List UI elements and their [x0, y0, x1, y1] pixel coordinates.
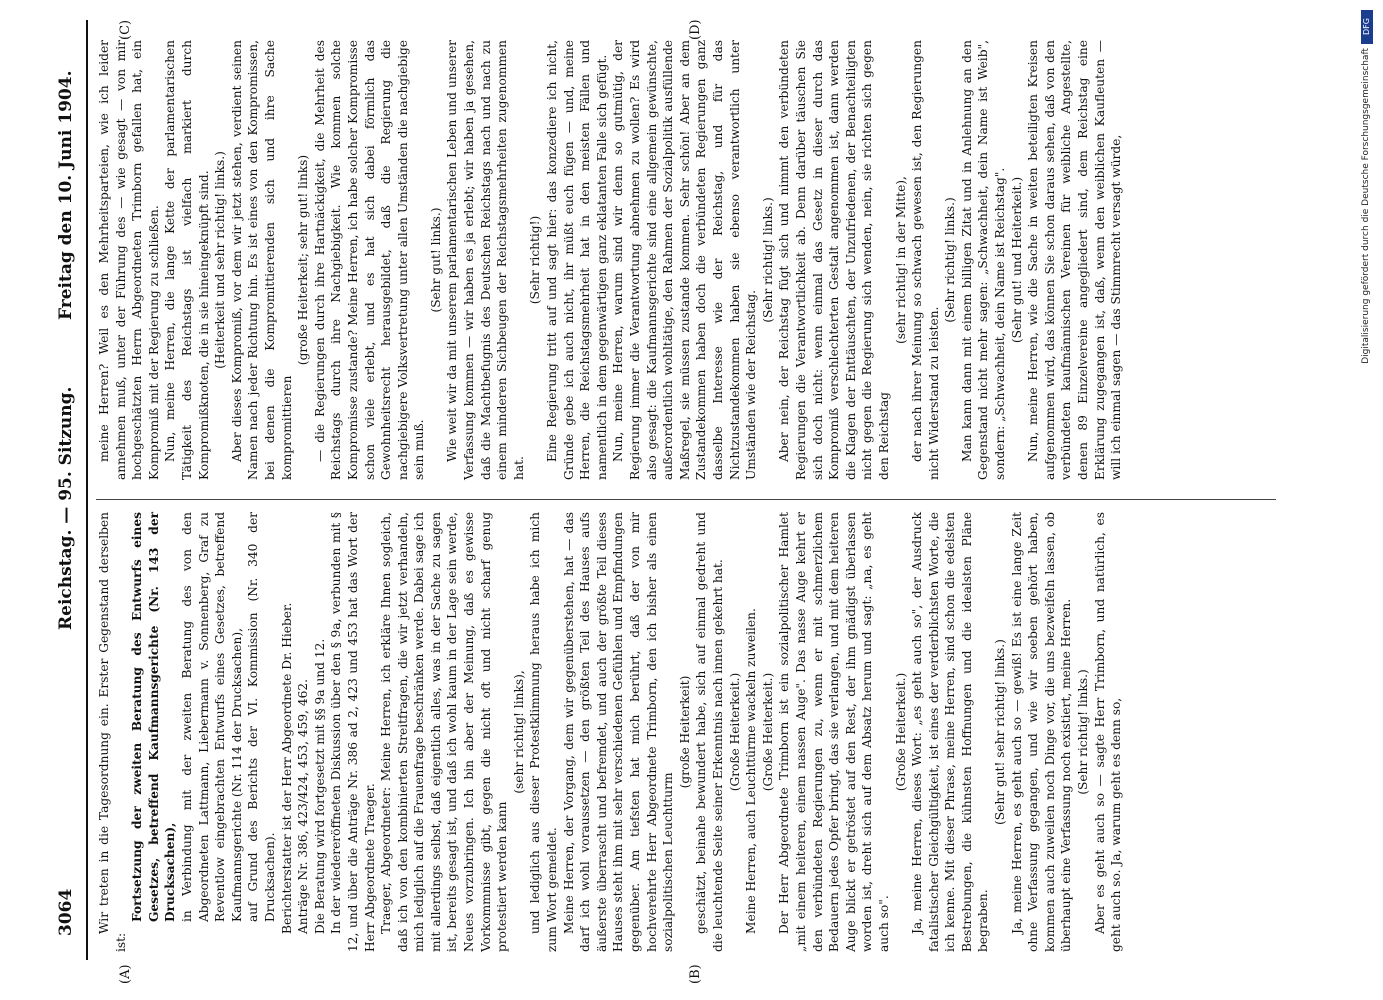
paragraph: Aber dieses Kompromiß, vor dem wir jetzt stehen, verdient seinen Namen nach jeder Richtung hin. Es ist eines von den Kompromissen, bei denen die Kompromittierenden sich und ihre Sache kompromittieren: [229, 40, 294, 480]
paragraph: und lediglich aus dieser Protestklimmung heraus habe ich mich zum Wort gemeldet.: [528, 512, 560, 952]
paragraph: Nun, meine Herren, wie die Sache in weiten beteiligten Kreisen aufgenommen wird, das können Sie schon daraus sehen, daß von den verbündeten kaufmännischen Vereinen für weibliche Angestellte, denen 89 Einzelvereine angegliedert sind, dem Reichstag eine Erklärung zugegangen ist, daß, wenn den weiblichen Kaufleuten — will ich einmal sagen — das Stimmrecht versagt würde,: [1026, 40, 1124, 480]
interjection: (sehr richtig! in der Mitte),: [893, 176, 908, 344]
paragraph: Anträge Nr. 386, 423/424, 453, 459, 462.: [296, 679, 311, 934]
interjection: (große Heiterkeit): [677, 675, 692, 789]
paragraph: Ja, meine Herren, es geht auch so — gewiß! Es ist eine lange Zeit ohne Verfassung gegangen, und wie wir soeben gehört haben, kommen auch zuweilen noch Dinge vor, die uns bezweifeln lassen, ob überhaupt eine Verfassung noch existiert, meine Herren.: [1009, 512, 1074, 952]
paragraph: der nach ihrer Meinung so schwach gewesen ist, den Regierungen nicht Widerstand zu leisten.: [910, 40, 941, 480]
paragraph: Die Beratung wird fortgesetzt mit §§ 9a und 12.: [312, 638, 327, 934]
margin-mark-b: (B): [688, 964, 703, 984]
agenda-item: Fortsetzung der zweiten Beratung des Entwurfs eines Gesetzes, betreffend Kaufmannsgerichte (Nr. 143 der Drucksachen),: [130, 512, 178, 922]
paragraph: Aber nein, der Reichstag fügt sich und nimmt den verbündeten Regierungen die Verantwortlichkeit ab. Denn darüber täuschen Sie sich doch nicht: wenn einmal das Gesetz in dieser durch das Kompromiß verschlechterten Gestalt angenommen ist, dann werden die Klagen der Enttäuschten, der Unzufriedenen, der Benachteiligten nicht gegen die Regierung sich wenden, nein, sie richten sich gegen den Reichstag: [777, 40, 891, 480]
speech-paragraph: Traeger, Abgeordneter: Meine Herren, ich erkläre Ihnen sogleich, daß ich von den kombinierten Streitfragen, die wir jetzt verhandeln, mich lediglich auf die Frauenfrage beschränken werde. Dabei sage ich mit allerdings selbst, daß eigentlich alles, was in der Sache zu sagen ist, bereits gesagt ist, und daß ich wohl kaum in der Lage sein werde, Neues vorzubringen. Ich bin aber der Meinung, daß es gewisse Vorkommnisse gibt, gegen die nicht oft und nicht scharf genug protestiert werden kann: [379, 512, 510, 952]
paragraph: Eine Regierung tritt auf und sagt hier: das konzediere ich nicht, Gründe gebe ich auch nicht, ihr müßt euch fügen — und, meine Herren, die Reichstagsmehrheit hat in den meisten Fällen und namentlich in dem gegenwärtigen ganz eklatanten Falle sich gefügt.: [545, 40, 609, 480]
paragraph: in Verbindung mit der zweiten Beratung des von den Abgeordneten Lattmann, Liebermann v. Sonnenberg, Graf zu Reventlow eingebrachten Entwurfs eines Gesetzes, betreffend Kaufmannsgerichte (Nr. 114 der Drucksachen),: [179, 512, 244, 922]
margin-mark-c: (C): [118, 19, 133, 40]
paragraph: Wie weit wir da mit unserem parlamentarischen Leben und unserer Verfassung kommen — wir haben es ja erlebt; wir haben ja gesehen, daß die Machtbefugnis des Deutschen Reichstags nach und nach zu einem minderen Sichbeugen der Reichstagsmehrheiten zugenommen hat.: [445, 40, 526, 480]
dfg-credit: [1361, 10, 1373, 570]
interjection: (Heiterkeit und sehr richtig! links.): [213, 151, 228, 369]
paragraph: meine Herren? Weil es den Mehrheitsparteien, wie ich leider annehmen muß, unter der Führung des — wie gesagt — von mir hochgeschätzten Herrn Abgeordneten Trimborn gefallen hat, ein Kompromiß mit der Regierung zu schließen.: [97, 40, 161, 480]
paragraph: Wir treten in die Tagesordnung ein. Erster Gegenstand derselben ist:: [97, 512, 128, 952]
paragraph: In der wiedereröffneten Diskussion über den § 9a, verbunden mit § 12, und über die Anträge Nr. 386 ad 2, 423 und 453 hat das Wort der Herr Abgeordnete Traeger.: [329, 512, 377, 952]
interjection: (Sehr richtig!): [528, 215, 543, 305]
paragraph: Ja, meine Herren, dieses Wort: „es geht auch so", der Ausdruck fatalistischer Gleichgültigkeit, ist eines der verderblichsten Worte, die ich kenne. Mit dieser Phrase, meine Herren, sind schon die edelsten Bestrebungen, die kühnsten Hoffnungen und die idealsten Pläne begraben.: [910, 512, 991, 952]
interjection: (Große Heiterkeit.): [893, 672, 908, 792]
paragraph: Der Herr Abgeordnete Trimborn ist ein sozialpolitischer Hamlet „mit einem heiteren, einem nassen Auge". Das nasse Auge kehrt er den verbündeten Regierungen zu, wenn er mit schmerzlichem Bedauern jedes Opfer bringt, das sie verlangen, und mit dem heiteren Auge blickt er getröstet auf den Rest, der ihm gnädigst überlassen worden ist, dreht sich auf dem Absatz herum und sagt: „na, es geht auch so".: [777, 512, 891, 952]
interjection: (Sehr richtig! links.): [1076, 669, 1091, 795]
header-rule: [86, 20, 88, 960]
paragraph: Nun, meine Herren, die lange Kette der parlamentarischen Tätigkeit des Reichstags ist vielfach markiert durch Kompromißknoten, die in sie hineingeknüpft sind.: [163, 40, 211, 480]
paragraph: auf Grund des Berichts der VI. Kommission (Nr. 340 der Drucksachen).: [246, 512, 277, 922]
paragraph: Berichterstatter ist der Herr Abgeordnete Dr. Hieber.: [279, 602, 294, 934]
interjection: (Sehr gut! sehr richtig! links.): [993, 639, 1008, 825]
margin-mark-d: (D): [688, 19, 703, 40]
interjection: (Sehr gut! links.): [428, 207, 443, 313]
paragraph: geschätzt, beinahe bewundert habe, sich auf einmal gedreht und die leuchtende Seite seiner Erkenntnis nach innen gekehrt hat.: [694, 512, 725, 952]
column-divider: [96, 499, 1276, 500]
paragraph: Nun, meine Herren, warum sind wir denn so gutmütig, der Regierung immer die Verantwortung abnehmen zu wollen? Es wird also gesagt: die Kaufmannsgerichte sind eine allgemein gewünschte, außerordentlich wohltätige, den Rahmen der Sozialpolitik ausfüllende Maßregel, sie müssen zustande kommen. Sehr schön! Aber an dem Zustandekommen haben doch die verbündeten Regierungen ganz dasselbe Interesse wie der Reichstag, und für das Nichtzustandekommen haben sie ebenso verantwortlich unter Umständen wie der Reichstag.: [611, 40, 759, 480]
interjection: (sehr richtig! links),: [511, 670, 526, 794]
paragraph: — die Regierungen durch ihre Hartnäckigkeit, die Mehrheit des Reichstags durch ihre Nachgiebigkeit. Wie kommen solche Kompromisse zustande? Meine Herren, ich habe solcher Kompromisse schon viele erlebt, und es hat sich dabei förmlich das Gewohnheitsrecht herausgebildet, daß die Regierung die nachgiebigere Volksvertretung unter allen Umständen die nachgiebige sein muß.: [312, 40, 427, 480]
paragraph: Meine Herren, auch Leuchttürme wackeln zuweilen.: [744, 608, 759, 934]
interjection: (große Heiterkeit; sehr gut! links): [296, 154, 311, 366]
session-date: Freitag den 10. Juni 1904.: [56, 70, 76, 320]
paragraph: Man kann dann mit einem billigen Zitat und in Anlehnung an den Gegenstand nicht mehr sagen: „Schwachheit, dein Name ist Weib", sondern: „Schwachheit, dein Name ist Reichstag".: [959, 40, 1008, 480]
paragraph: Meine Herren, der Vorgang, dem wir gegenüberstehen, hat — das darf ich wohl voraussetzen — den größten Teil des Hauses aufs äußerste überrascht und befremdet, und auch der größte Teil dieses Hauses steht ihm mit sehr verschiedenen Gefühlen und Empfindungen gegenüber. Am tiefsten hat mich berührt, daß der von mir hochverehrte Herr Abgeordnete Trimborn, den ich bisher als einen sozialpolitischen Leuchtturm: [561, 512, 676, 952]
interjection: (Sehr richtig! links.): [760, 197, 775, 323]
left-column: [96, 512, 1125, 952]
page-number: 3064: [56, 888, 76, 936]
interjection: (Große Heiterkeit.): [760, 672, 775, 792]
interjection: (Sehr gut! und Heiterkeit.): [1009, 176, 1024, 344]
session-title: Reichstag. — 95. Sitzung.: [56, 386, 76, 630]
dfg-logo: DFG: [1361, 10, 1373, 44]
digitization-credit: Digitalisierung gefördert durch die Deutsche Forschungsgemeinschaft: [1361, 48, 1371, 364]
interjection: (Sehr richtig! links.): [943, 197, 958, 323]
paragraph: Aber es geht auch so — sagte Herr Trimborn, und natürlich, es geht auch so. Ja, warum geht es denn so,: [1092, 512, 1124, 952]
right-column: [96, 40, 1125, 480]
page-header: [50, 20, 86, 960]
interjection: (Große Heiterkeit.): [727, 672, 742, 792]
margin-mark-a: (A): [118, 964, 133, 984]
